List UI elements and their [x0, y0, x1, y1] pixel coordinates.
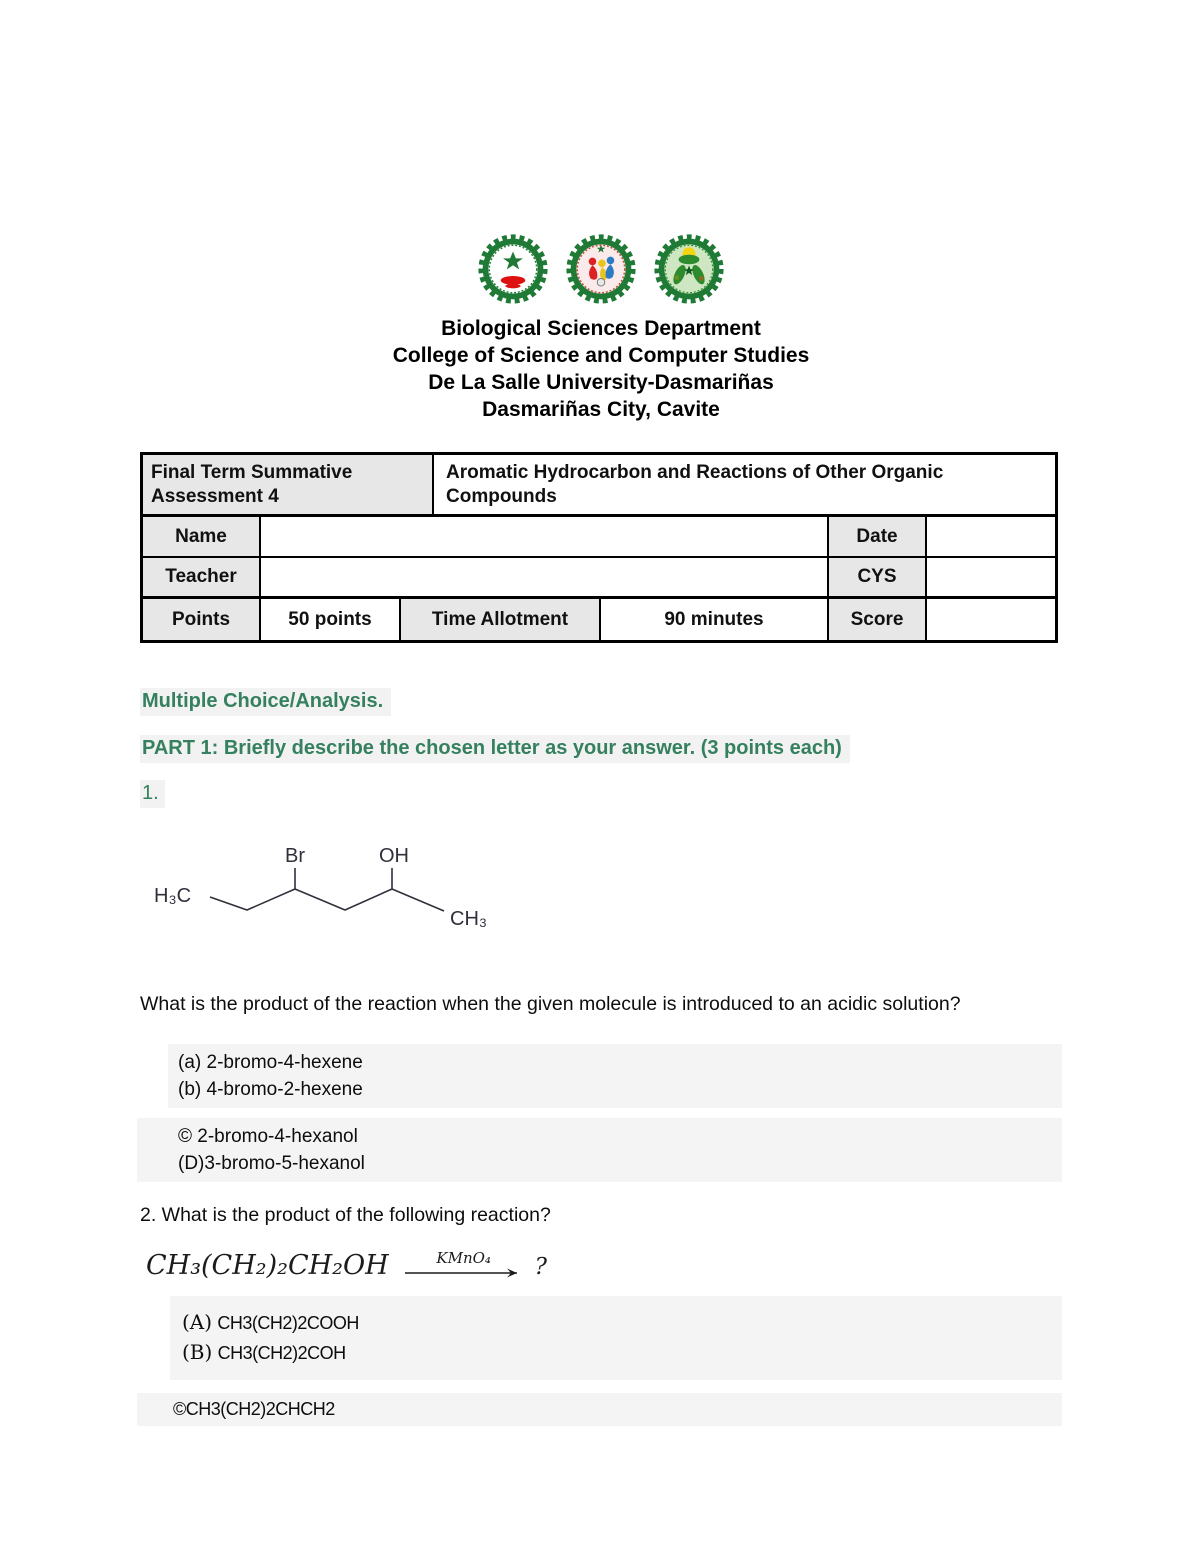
exam-info-table: [140, 452, 1058, 643]
option-c[interactable]: © 2-bromo-4-hexanol: [178, 1126, 358, 1147]
teacher-label: Teacher: [143, 558, 261, 596]
points-value: 50 points: [261, 599, 401, 640]
header-college: College of Science and Computer Studies: [392, 344, 810, 367]
question1-text: What is the product of the reaction when the given molecule is introduced to an acidic solution?: [140, 993, 961, 1015]
option-c: [173, 1396, 1062, 1423]
reaction-arrow: [403, 1251, 525, 1279]
question2-text: 2. What is the product of the following reaction?: [140, 1204, 551, 1226]
option-a: [182, 1308, 1062, 1338]
section-heading: Multiple Choice/Analysis.: [140, 688, 391, 716]
question1-options-ab: [168, 1044, 1062, 1108]
equation-product: ?: [534, 1254, 548, 1280]
teacher-input-cell[interactable]: [261, 558, 827, 596]
cys-input-cell[interactable]: [927, 558, 1055, 596]
option-b: [182, 1338, 1062, 1368]
molecule-label-br: Br: [285, 845, 305, 867]
question1-molecule-structure: [148, 835, 528, 943]
points-label: Points: [143, 599, 261, 640]
time-allotment-value: 90 minutes: [664, 608, 764, 630]
equation-reactant: CH₃(CH₂)₂CH₂OH: [146, 1250, 389, 1281]
option-c-letter[interactable]: ©: [173, 1399, 186, 1419]
option-a[interactable]: (a) 2-bromo-4-hexene: [178, 1052, 363, 1073]
question1-number: 1.: [140, 780, 165, 808]
molecule-label-ch3: CH₃: [450, 908, 488, 930]
molecule-label-oh: OH: [379, 845, 409, 867]
date-label: Date: [827, 517, 927, 556]
header-university: De La Salle University-Dasmariñas: [428, 371, 774, 394]
college-seal-icon: [565, 233, 637, 305]
environment-seal-icon: [653, 233, 725, 305]
reaction-arrow-icon: [403, 1267, 525, 1279]
molecule-label-h3c: H₃C: [154, 885, 192, 907]
reaction-arrow-label: KMnO₄: [436, 1249, 491, 1267]
department-seal-icon: [477, 233, 549, 305]
score-input-cell[interactable]: [927, 599, 1055, 640]
question1-options-cd: [137, 1118, 1062, 1182]
document-header: [140, 315, 1062, 423]
option-b-formula[interactable]: CH3(CH2)2COH: [217, 1343, 346, 1363]
logo-row: [140, 233, 1062, 305]
option-a-formula[interactable]: CH3(CH2)2COOH: [217, 1313, 359, 1333]
date-input-cell[interactable]: [927, 517, 1055, 556]
option-a-letter[interactable]: (A): [182, 1310, 213, 1334]
option-c-formula[interactable]: CH3(CH2)2CHCH2: [185, 1399, 335, 1419]
header-department: Biological Sciences Department: [441, 317, 761, 340]
name-input-cell[interactable]: [261, 517, 827, 556]
question2-reaction-equation: [146, 1251, 1062, 1281]
score-label: Score: [827, 599, 927, 640]
question2-option-c: [137, 1393, 1062, 1426]
option-d[interactable]: (D)3-bromo-5-hexanol: [178, 1153, 365, 1174]
header-city: Dasmariñas City, Cavite: [482, 398, 720, 421]
option-b-letter[interactable]: (B): [182, 1340, 213, 1364]
option-b[interactable]: (b) 4-bromo-2-hexene: [178, 1079, 363, 1100]
time-allotment-label: Time Allotment: [401, 599, 601, 640]
molecule-chain-bonds: [210, 889, 444, 911]
part1-heading: PART 1: Briefly describe the chosen letter as your answer. (3 points each): [140, 735, 850, 763]
question2-options-ab: [170, 1296, 1062, 1380]
cys-label: CYS: [827, 558, 927, 596]
exam-title-cell: Final Term Summative Assessment 4: [143, 455, 434, 514]
name-label: Name: [143, 517, 261, 556]
exam-topic-cell: Aromatic Hydrocarbon and Reactions of Other Organic Compounds: [446, 461, 944, 507]
